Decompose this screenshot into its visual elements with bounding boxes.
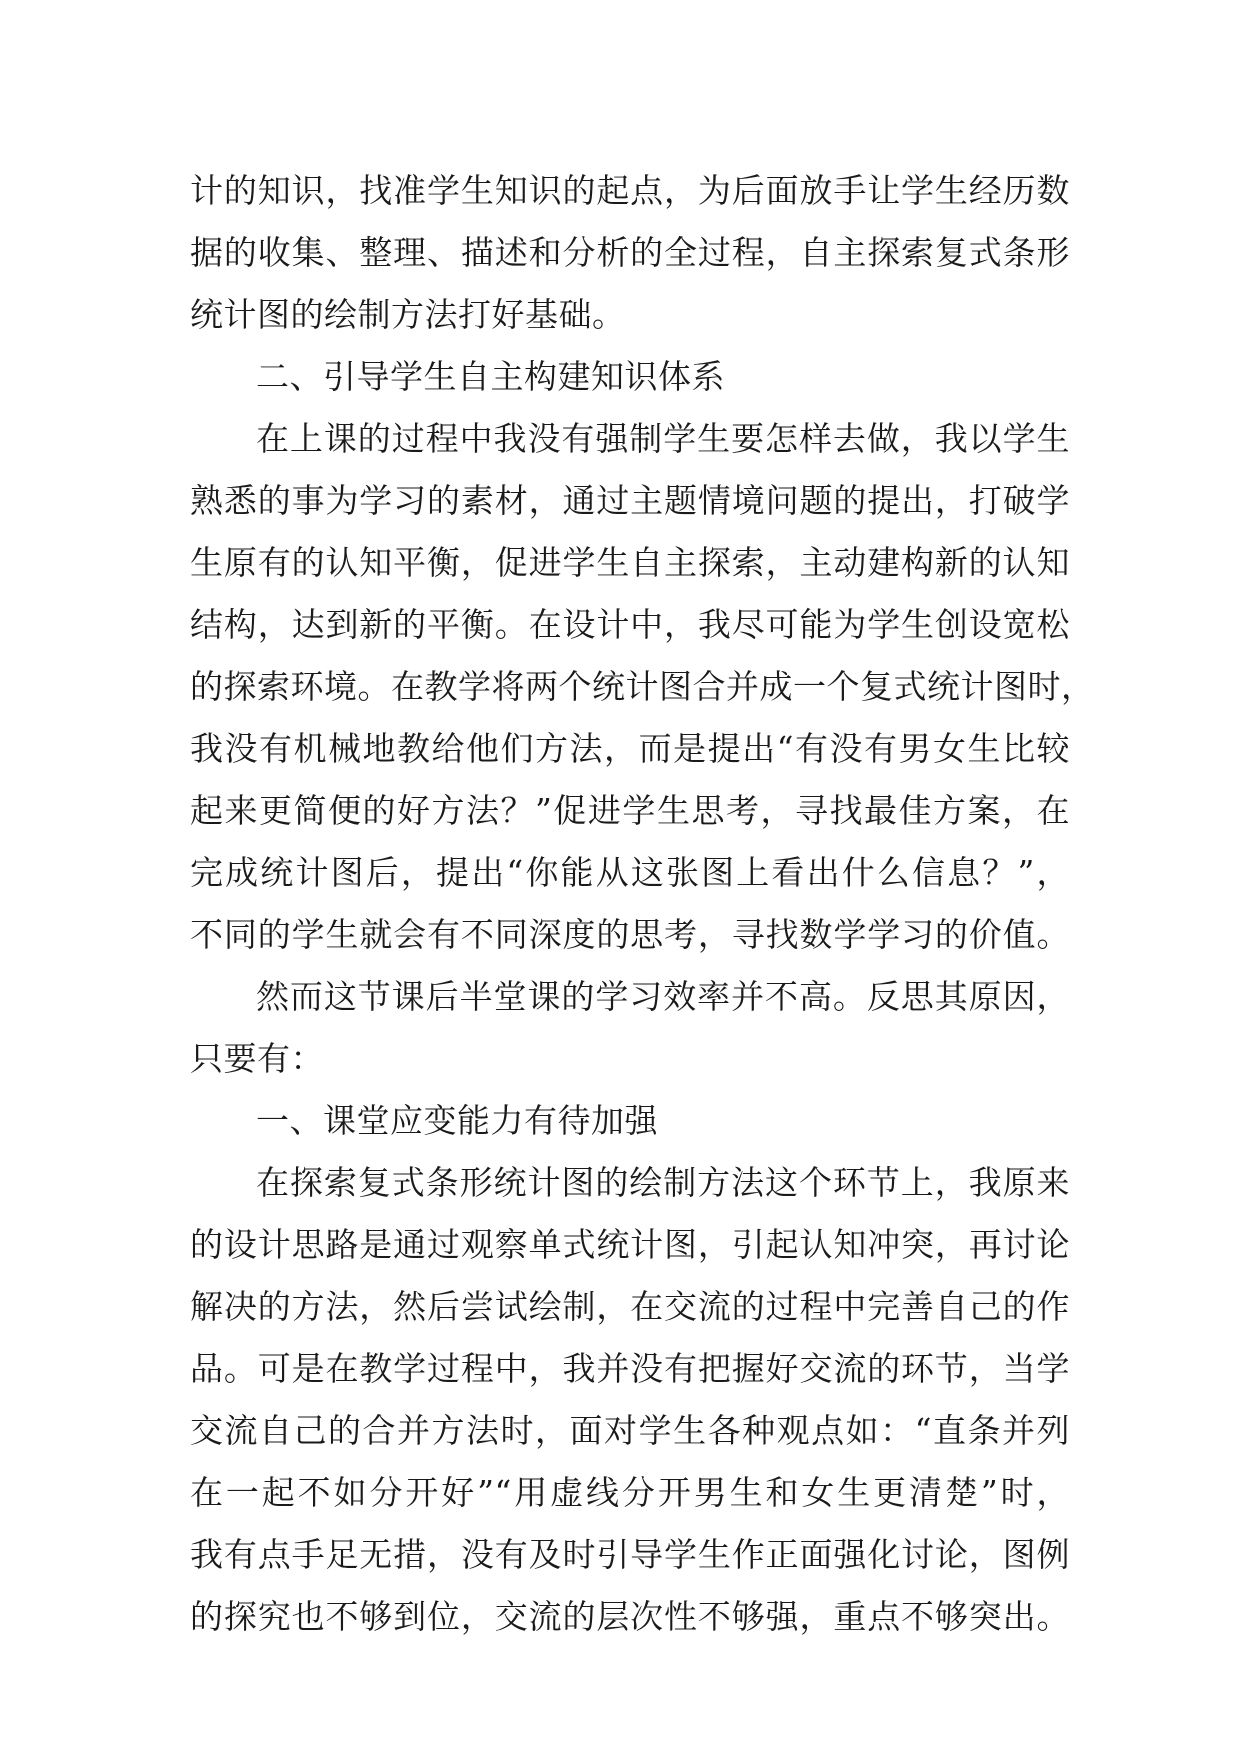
text-line: 二、引导学生自主构建知识体系 xyxy=(256,357,725,396)
text-line: 只要有： xyxy=(190,1039,324,1078)
body-text xyxy=(190,160,1095,1648)
text-line: 结构，达到新的平衡。在设计中，我尽可能为学生创设宽松 xyxy=(190,605,1070,644)
text-line: 我有点手足无措，没有及时引导学生作正面强化讨论，图例 xyxy=(190,1535,1070,1574)
text-line: 的设计思路是通过观察单式统计图，引起认知冲突，再讨论 xyxy=(190,1225,1070,1264)
text-line: 品。可是在教学过程中，我并没有把握好交流的环节，当学 xyxy=(190,1349,1070,1388)
text-line: 我没有机械地教给他们方法，而是提出“有没有男女生比较 xyxy=(190,729,1070,768)
text-line: 一、课堂应变能力有待加强 xyxy=(256,1101,658,1140)
text-line: 熟悉的事为学习的素材，通过主题情境问题的提出，打破学 xyxy=(190,481,1070,520)
text-line: 交流自己的合并方法时，面对学生各种观点如：“直条并列 xyxy=(190,1411,1070,1450)
text-line: 完成统计图后，提出“你能从这张图上看出什么信息？”， xyxy=(190,853,1070,892)
text-line: 起来更简便的好方法？”促进学生思考，寻找最佳方案，在 xyxy=(190,791,1070,830)
text-line: 在探索复式条形统计图的绘制方法这个环节上，我原来 xyxy=(256,1163,1070,1202)
text-line: 的探索环境。在教学将两个统计图合并成一个复式统计图时， xyxy=(190,667,1095,706)
text-line: 计的知识，找准学生知识的起点，为后面放手让学生经历数 xyxy=(190,171,1070,210)
text-line: 不同的学生就会有不同深度的思考，寻找数学学习的价值。 xyxy=(190,915,1070,954)
text-line: 在上课的过程中我没有强制学生要怎样去做，我以学生 xyxy=(256,419,1070,458)
text-line: 在一起不如分开好”“用虚线分开男生和女生更清楚”时， xyxy=(190,1473,1070,1512)
text-line: 然而这节课后半堂课的学习效率并不高。反思其原因， xyxy=(256,977,1070,1016)
text-line: 据的收集、整理、描述和分析的全过程，自主探索复式条形 xyxy=(190,233,1070,272)
text-line: 生原有的认知平衡，促进学生自主探索，主动建构新的认知 xyxy=(190,543,1070,582)
text-line: 统计图的绘制方法打好基础。 xyxy=(190,295,626,334)
text-line: 解决的方法，然后尝试绘制，在交流的过程中完善自己的作 xyxy=(190,1287,1070,1326)
text-line: 的探究也不够到位，交流的层次性不够强，重点不够突出。 xyxy=(190,1597,1070,1636)
